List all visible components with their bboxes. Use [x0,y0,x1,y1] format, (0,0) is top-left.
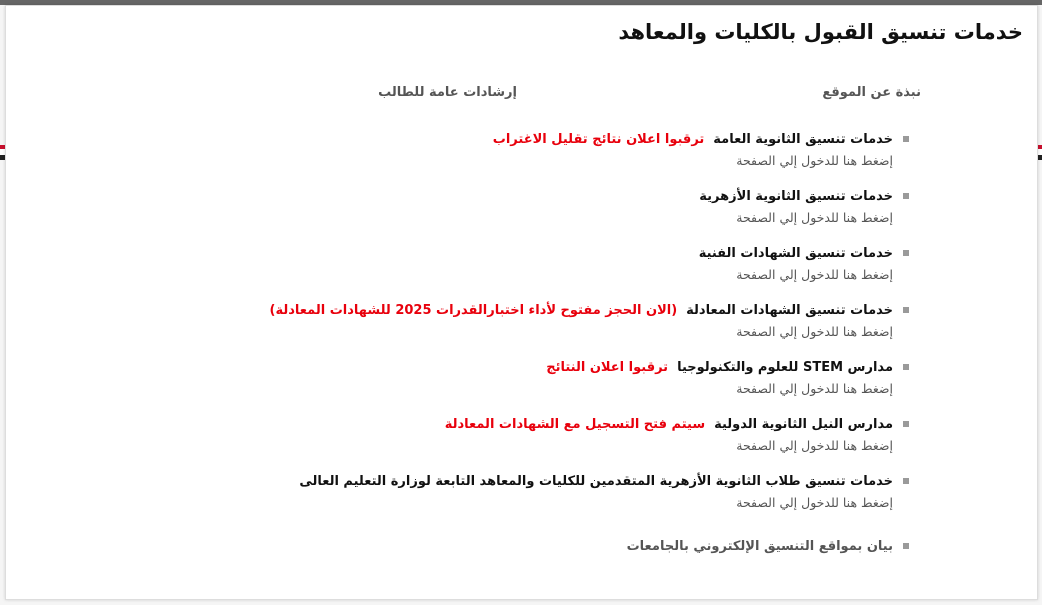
enter-page-link[interactable]: إضغط هنا للدخول إلي الصفحة [736,438,893,453]
list-item [29,413,909,470]
service-title[interactable]: خدمات تنسيق الثانوية الأزهرية [699,188,893,204]
tab-about-site[interactable]: نبذة عن الموقع [822,85,921,100]
square-bullet-icon [903,307,909,313]
square-bullet-icon [903,364,909,370]
list-item [29,299,909,356]
service-title[interactable]: خدمات تنسيق الثانوية العامة [713,131,893,147]
service-title[interactable]: خدمات تنسيق الشهادات الفنية [698,245,893,261]
service-notice: ترقبوا اعلان النتائج [546,359,669,375]
list-item [29,356,909,413]
service-title[interactable]: مدارس النيل الثانوية الدولية [714,416,893,432]
enter-page-link[interactable]: إضغط هنا للدخول إلي الصفحة [736,210,893,225]
square-bullet-icon [903,136,909,142]
service-title[interactable]: مدارس STEM للعلوم والتكنولوجيا [677,359,893,375]
square-bullet-icon [903,250,909,256]
universities-link[interactable]: بيان بمواقع التنسيق الإلكتروني بالجامعات [626,538,893,554]
service-notice: ترقبوا اعلان نتائج تقليل الاغتراب [492,131,705,147]
enter-page-link[interactable]: إضغط هنا للدخول إلي الصفحة [736,495,893,510]
enter-page-link[interactable]: إضغط هنا للدخول إلي الصفحة [736,324,893,339]
main-panel [5,5,1038,600]
service-notice: سيتم فتح التسجيل مع الشهادات المعادلة [444,416,706,432]
page-title: خدمات تنسيق القبول بالكليات والمعاهد [618,20,1023,44]
list-item [29,242,909,299]
enter-page-link[interactable]: إضغط هنا للدخول إلي الصفحة [736,267,893,282]
square-bullet-icon [903,543,909,549]
enter-page-link[interactable]: إضغط هنا للدخول إلي الصفحة [736,381,893,396]
square-bullet-icon [903,421,909,427]
list-item [29,128,909,185]
service-title[interactable]: خدمات تنسيق طلاب الثانوية الأزهرية المتقدمين للكليات والمعاهد التابعة لوزارة التعليم العالى [299,473,893,489]
list-item [29,185,909,242]
list-item [29,470,909,527]
square-bullet-icon [903,478,909,484]
service-title[interactable]: خدمات تنسيق الشهادات المعادلة [686,302,893,318]
service-notice: (الان الحجز مفتوح لأداء اختبارالقدرات 2025 للشهادات المعادلة) [269,302,678,318]
tab-student-guidance[interactable]: إرشادات عامة للطالب [378,85,517,100]
enter-page-link[interactable]: إضغط هنا للدخول إلي الصفحة [736,153,893,168]
services-list [29,128,909,592]
square-bullet-icon [903,193,909,199]
list-item-universities [29,535,909,592]
